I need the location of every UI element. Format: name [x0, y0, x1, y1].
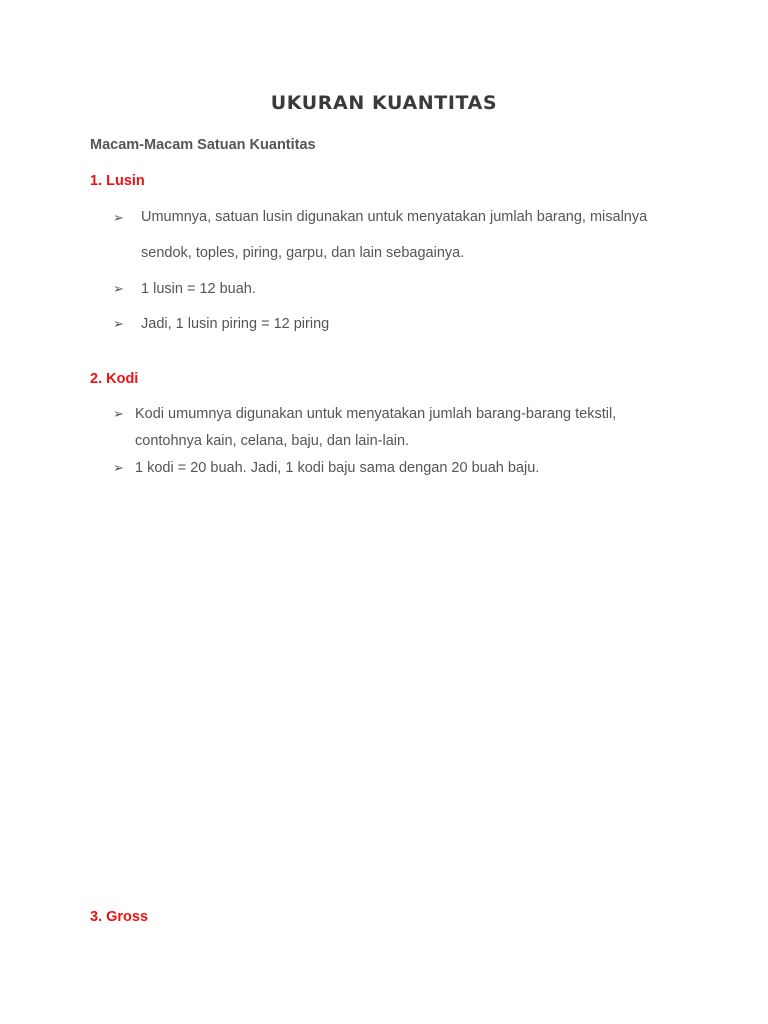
lusin-item-1-line-2: sendok, toples, piring, garpu, dan lain sebagainya.: [141, 245, 465, 261]
document-subtitle: Macam-Macam Satuan Kuantitas: [90, 137, 316, 153]
section-heading-gross: 3. Gross: [90, 909, 149, 925]
kodi-item-1-line-2: contohnya kain, celana, baju, dan lain-lain.: [135, 433, 410, 449]
lusin-item-2: 1 lusin = 12 buah.: [141, 281, 256, 297]
arrow-bullet-icon: ➢: [113, 406, 124, 421]
arrow-bullet-icon: ➢: [113, 460, 124, 475]
arrow-bullet-icon: ➢: [113, 281, 124, 296]
arrow-bullet-icon: ➢: [113, 210, 124, 225]
lusin-item-3: Jadi, 1 lusin piring = 12 piring: [141, 316, 330, 332]
kodi-item-2: 1 kodi = 20 buah. Jadi, 1 kodi baju sama dengan 20 buah baju.: [135, 460, 540, 476]
section-heading-lusin: 1. Lusin: [90, 173, 145, 189]
lusin-item-1-line-1: Umumnya, satuan lusin digunakan untuk menyatakan jumlah barang, misalnya: [141, 209, 648, 225]
arrow-bullet-icon: ➢: [113, 316, 124, 331]
page-title: UKURAN KUANTITAS: [270, 92, 498, 114]
kodi-item-1-line-1: Kodi umumnya digunakan untuk menyatakan jumlah barang-barang tekstil,: [135, 406, 617, 422]
section-heading-kodi: 2. Kodi: [90, 371, 139, 387]
